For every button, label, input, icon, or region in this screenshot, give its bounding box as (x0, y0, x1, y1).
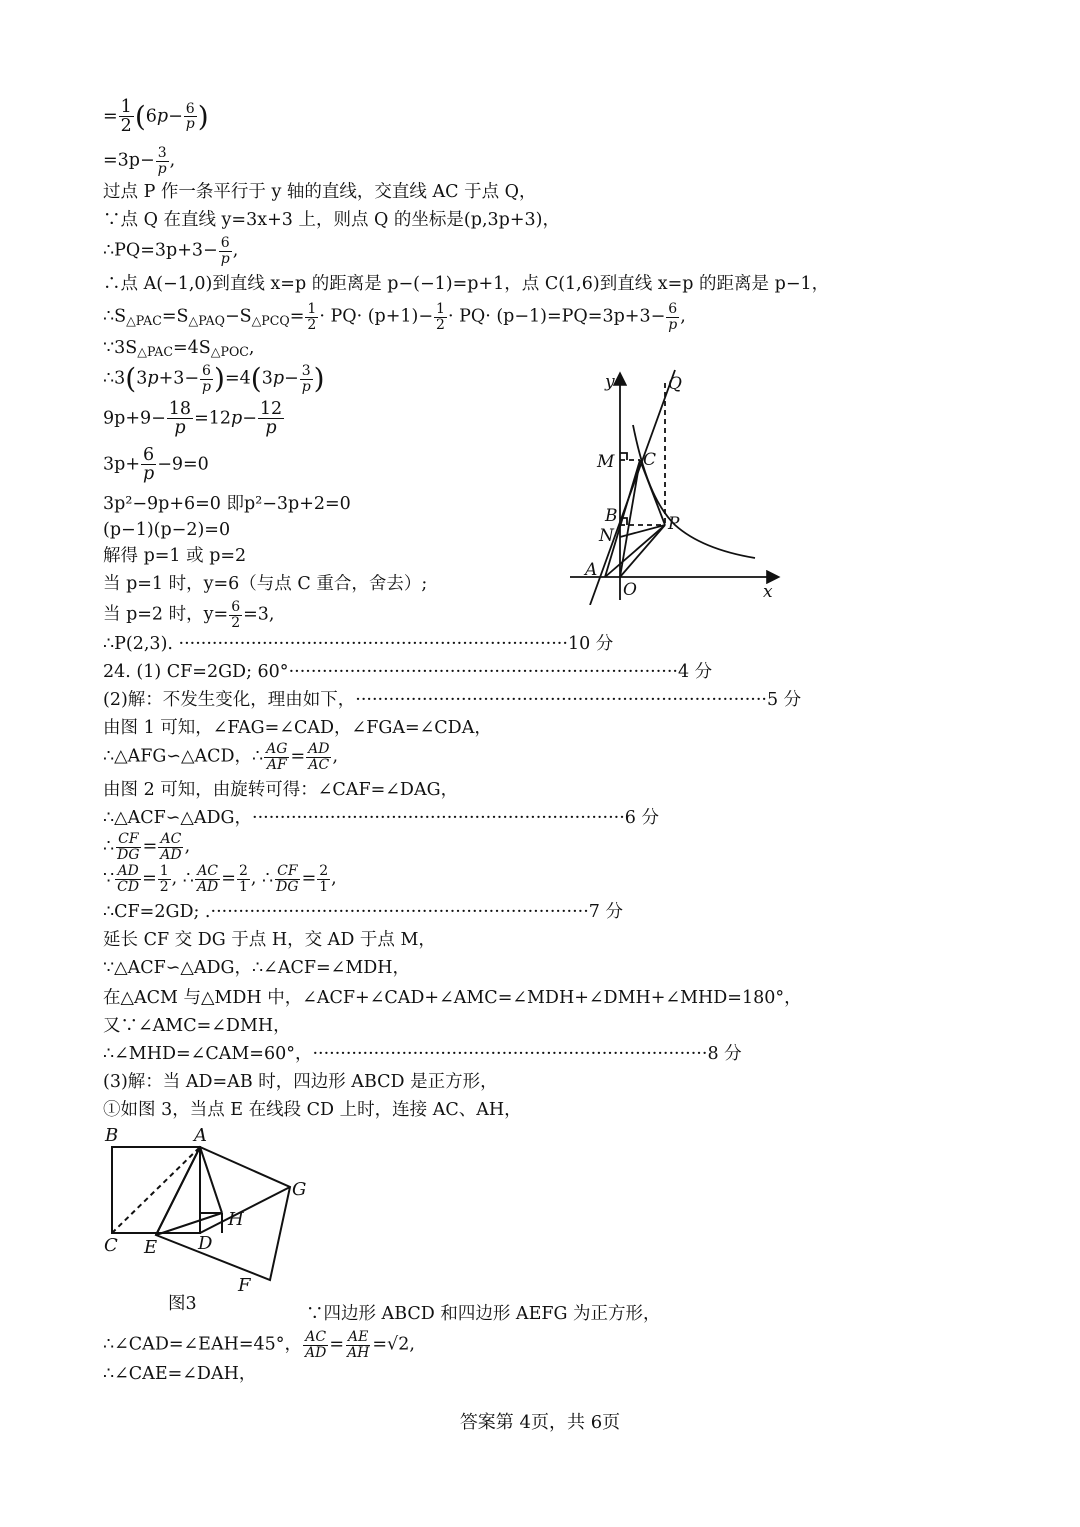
line-5: ∴PQ=3p+3− $\frac{6}{p}$ , (103, 235, 239, 267)
line-21: ∴△AFG∽△ACD，∴ $\frac{AG}{AF}$ = $\frac{AD}{AC}$ , (103, 741, 339, 773)
svg-text:N: N (599, 526, 614, 546)
line-8: $\because 3S_{\triangle PAC}=4S_{\triangle POC}$, (103, 338, 255, 360)
score-10: 10 分 (567, 634, 614, 654)
line-7: $\therefore S_{\triangle PAC}=S_{\triangle PAQ}-S_{\triangle PCQ}=$ $\frac{1}{2}$ · PQ· (p+1)− $\frac{1}{2}$ · PQ· (p−1)=PQ=3p+3− $\frac{6}{p}$ , (103, 301, 686, 333)
svg-text:B: B (105, 1125, 119, 1146)
line-27: 延长 CF 交 DG 于点 H，交 AD 于点 M， (103, 930, 436, 950)
line-31: ∴∠MHD=∠CAM=60°，·······································································8 分 (103, 1044, 742, 1064)
line-29: 在△ACM 与△MDH 中，∠ACF+∠CAD+∠AMC=∠MDH+∠DMH+∠MHD=180°， (103, 988, 802, 1008)
line-4: ∵点 Q 在直线 y=3x+3 上，则点 Q 的坐标是(p,3p+3)， (103, 210, 560, 230)
svg-text:x: x (763, 582, 773, 602)
line-25: ∵ $\frac{AD}{CD}$ = $\frac{1}{2}$ , ∴ $\frac{AC}{AD}$ = $\frac{2}{1}$ , ∴ $\frac{CF}{DG}$ = $\frac{2}{1}$ , (103, 863, 337, 895)
svg-text:D: D (198, 1233, 213, 1254)
line-24: ∴ $\frac{CF}{DG}$ = $\frac{AC}{AD}$ , (103, 831, 191, 863)
line-30: 又∵∠AMC=∠DMH， (103, 1016, 291, 1036)
line-17: ∴P(2,3). ······································································10 分 (103, 634, 614, 654)
svg-text:y: y (605, 372, 615, 392)
line-11: 3p+ $\frac{6}{p}$ −9=0 (103, 445, 209, 485)
score-7: 7 分 (588, 902, 623, 922)
page-footer: 答案第 4页，共 6页 (459, 1412, 621, 1433)
line-22: 由图 2 可知，由旋转可得：∠CAF=∠DAG， (103, 780, 459, 800)
line-19: (2)解：不发生变化，理由如下，··········································································5 分 (103, 690, 802, 710)
svg-text:Q: Q (668, 374, 682, 394)
svg-text:A: A (585, 560, 598, 580)
line-18: 24. (1) CF=2GD; 60°······································································4 分 (103, 662, 713, 682)
score-5: 5 分 (766, 690, 802, 710)
line-34: ∵四边形 ABCD 和四边形 AEFG 为正方形， (306, 1304, 661, 1324)
svg-text:M: M (597, 452, 615, 472)
line-9: ∴3(3p+3− $\frac{6}{p}$ )=4(3p− $\frac{3}{p}$ ) (103, 362, 325, 396)
line-16: 当 p=2 时，y= $\frac{6}{2}$ =3, (103, 599, 275, 631)
line-14: 解得 p=1 或 p=2 (103, 546, 247, 566)
line-2: =3p− $\frac{3}{p}$ , (103, 145, 176, 177)
line-33: ①如图 3，当点 E 在线段 CD 上时，连接 AC、AH， (103, 1100, 522, 1120)
line-15: 当 p=1 时，y=6（与点 C 重合，舍去）; (103, 574, 428, 594)
line-6: ∴点 A(−1,0)到直线 x=p 的距离是 p−(−1)=p+1，点 C(1,6)到直线 x=p 的距离是 p−1， (103, 274, 830, 294)
line-12: 3p²−9p+6=0 即p²−3p+2=0 (103, 494, 351, 514)
line-13: (p−1)(p−2)=0 (103, 520, 231, 540)
figure-3-square-diagram (100, 1125, 340, 1325)
svg-text:A: A (194, 1125, 207, 1146)
svg-text:O: O (623, 580, 637, 600)
line-26: ∴CF=2GD; .····································································7 分 (103, 902, 623, 922)
score-6: 6 分 (624, 808, 659, 828)
line-20: 由图 1 可知，∠FAG=∠CAD，∠FGA=∠CDA， (103, 718, 492, 738)
svg-text:H: H (228, 1209, 244, 1230)
svg-text:B: B (605, 506, 618, 526)
line-10: 9p+9− $\frac{18}{p}$ =12p− $\frac{12}{p}$ (103, 399, 283, 439)
svg-text:G: G (292, 1179, 307, 1200)
line-35: ∴∠CAD=∠EAH=45°， $\frac{AC}{AD}$ = $\frac{AE}{AH}$ =√2, (103, 1329, 415, 1361)
line-28: ∵△ACF∽△ADG，∴∠ACF=∠MDH， (103, 958, 411, 978)
svg-text:C: C (104, 1235, 118, 1256)
line-1: = $\frac{1}{2}$ (6p− $\frac{6}{p}$ ) (103, 97, 209, 137)
coordinate-graph (565, 365, 790, 605)
svg-text:F: F (238, 1275, 251, 1296)
line-23: ∴△ACF∽△ADG，···································································6 分 (103, 808, 659, 828)
svg-text:C: C (643, 450, 657, 470)
score-8: 8 分 (707, 1044, 742, 1064)
score-4: 4 分 (677, 662, 713, 682)
line-3: 过点 P 作一条平行于 y 轴的直线，交直线 AC 于点 Q， (103, 182, 537, 202)
line-32: (3)解：当 AD=AB 时，四边形 ABCD 是正方形， (103, 1072, 498, 1092)
line-36: ∴∠CAE=∠DAH， (103, 1364, 257, 1384)
figure-3-caption: 图3 (168, 1294, 197, 1314)
svg-text:E: E (144, 1237, 158, 1258)
svg-text:P: P (668, 514, 680, 534)
